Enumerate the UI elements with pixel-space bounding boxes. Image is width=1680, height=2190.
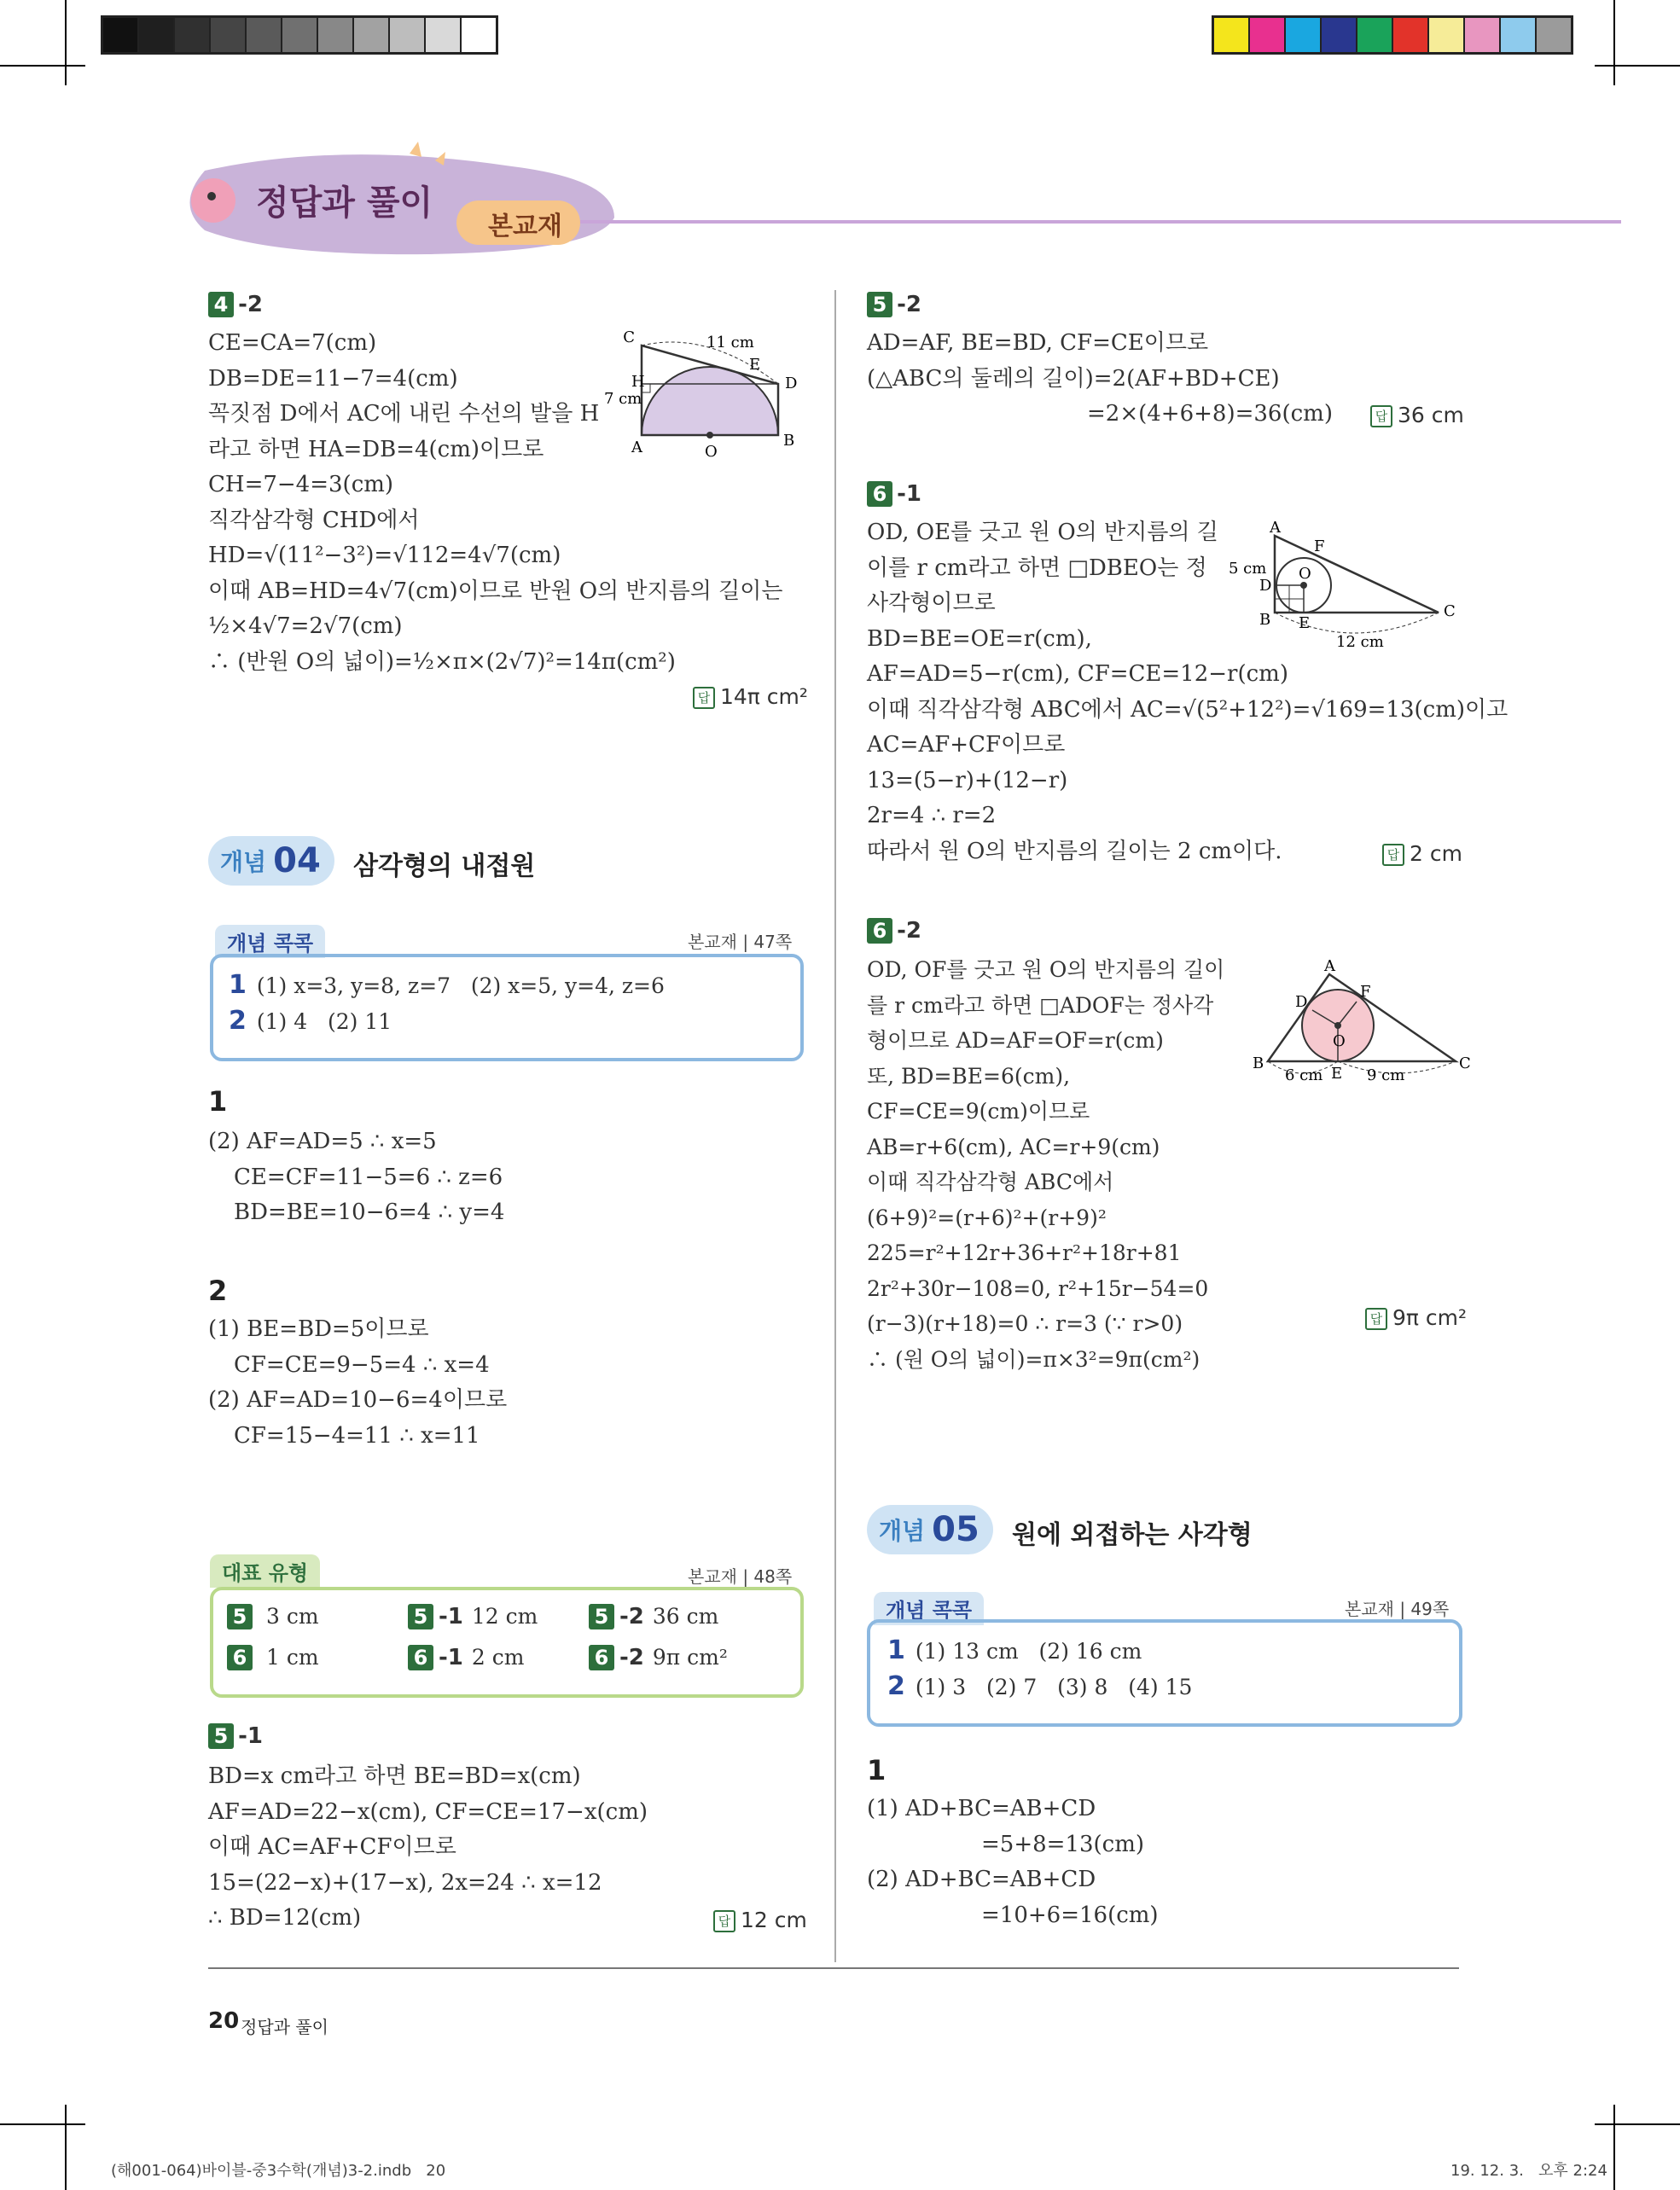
answer-value: 9π cm² <box>652 1645 728 1670</box>
concept-check-row <box>229 967 665 1003</box>
grayscale-color-bar <box>101 15 498 55</box>
section-5-2-body <box>867 326 1333 433</box>
concept-check-row <box>229 1003 665 1039</box>
text-line: CF=CE=9−5=4 ∴ x=4 <box>234 1351 490 1378</box>
problem-subnumber: -1 <box>439 1604 463 1629</box>
problem-number-tag: 5 <box>589 1604 614 1629</box>
answer-mark-icon: 답 <box>1365 1308 1387 1330</box>
text-line: AC=AF+CF이므로 <box>867 732 1066 758</box>
representative-answer-cell <box>589 1645 728 1670</box>
concept-badge-number: 04 <box>273 841 321 880</box>
color-swatch <box>390 18 426 52</box>
concept-check-row <box>887 1633 1192 1669</box>
problem-2-body <box>208 1312 507 1454</box>
text-line: (r−3)(r+18)=0 ∴ r=3 (∵ r>0) <box>867 1311 1183 1336</box>
text-line: (2) AF=AD=5 ∴ x=5 <box>208 1129 437 1154</box>
crop-mark <box>1595 65 1680 67</box>
text-line: =2×(4+6+8)=36(cm) <box>1087 401 1333 427</box>
crop-mark <box>65 2105 67 2190</box>
text-line: 이때 직각삼각형 ABC에서 AC=√(5²+12²)=√169=13(cm)이고 <box>867 696 1509 723</box>
text-line: CF=CE=9(cm)이므로 <box>867 1099 1090 1124</box>
representative-answer-cell <box>408 1604 538 1629</box>
text-line: HD=√(11²−3²)=√112=4√7(cm) <box>208 543 561 568</box>
color-swatch <box>1465 18 1501 52</box>
problem-subnumber: -1 <box>897 481 921 507</box>
header-badge: 본교재 <box>488 212 562 241</box>
color-swatch <box>354 18 390 52</box>
fig-label-a: A <box>631 439 642 456</box>
answer-mark-icon: 답 <box>693 687 715 709</box>
fig-label-o: O <box>705 443 718 461</box>
answer-value: 12 cm <box>471 1604 538 1629</box>
problem-number-tag: 5 <box>867 292 892 317</box>
section-5-1-body <box>208 1759 648 1937</box>
representative-type-label: 대표 유형 <box>210 1554 320 1588</box>
crop-mark <box>0 65 85 67</box>
color-swatch <box>103 18 139 52</box>
crop-mark <box>1613 2105 1615 2190</box>
text-line: (△ABC의 둘레의 길이)=2(AF+BD+CE) <box>867 365 1280 392</box>
section-5-1-title <box>208 1723 263 1749</box>
text-line: CH=7−4=3(cm) <box>208 472 394 497</box>
problem-1-number: 1 <box>867 1754 887 1786</box>
text-line: 를 r cm라고 하면 □ADOF는 정사각 <box>867 992 1214 1018</box>
concept-badge-label: 개념 <box>879 1517 926 1545</box>
representative-answer-cell <box>589 1604 718 1629</box>
fig-label-b: B <box>1253 1054 1264 1072</box>
text-line: AF=AD=5−r(cm), CF=CE=12−r(cm) <box>867 661 1288 687</box>
concept-check-label: 개념 콕콕 <box>874 1592 984 1625</box>
figure-semicircle-trapezoid <box>597 328 819 465</box>
fig-label-d: D <box>1295 993 1308 1011</box>
color-swatch <box>175 18 211 52</box>
column-divider <box>834 290 836 1962</box>
text-line: (1) BE=BD=5이므로 <box>208 1316 429 1342</box>
figure-incircle-right-triangle-2 <box>1251 957 1473 1094</box>
text-line: (6+9)²=(r+6)²+(r+9)² <box>867 1205 1107 1230</box>
representative-answer-cell <box>408 1645 524 1670</box>
text-line: CF=15−4=11 ∴ x=11 <box>234 1422 480 1449</box>
page-reference: 본교재 | 49쪽 <box>1345 1599 1450 1619</box>
text-line: OD, OF를 긋고 원 O의 반지름의 길이 <box>867 957 1225 982</box>
color-swatch <box>211 18 247 52</box>
color-swatch <box>139 18 175 52</box>
problem-number-tag: 4 <box>208 292 234 317</box>
color-swatch <box>247 18 282 52</box>
section-6-2-body <box>867 954 1224 1379</box>
problem-number-tag: 5 <box>227 1604 253 1629</box>
text-line: 이때 AC=AF+CF이므로 <box>208 1834 456 1860</box>
text-line: 꼭짓점 D에서 AC에 내린 수선의 발을 H <box>208 401 600 427</box>
problem-1-body <box>208 1124 504 1231</box>
answer-value: 3 cm <box>266 1604 319 1629</box>
color-swatch <box>1286 18 1322 52</box>
item-text: (1) 4 (2) 11 <box>256 1009 392 1034</box>
text-line: ½×4√7=2√7(cm) <box>208 613 403 639</box>
concept-check-answers <box>229 967 665 1039</box>
concept-05-badge <box>867 1505 993 1554</box>
item-text: (1) x=3, y=8, z=7 (2) x=5, y=4, z=6 <box>256 973 665 998</box>
problem-subnumber: -2 <box>619 1604 644 1629</box>
problem-subnumber: -1 <box>238 1723 263 1749</box>
figure-incircle-right-triangle <box>1225 517 1473 654</box>
fig-label-11cm: 11 cm <box>706 334 754 351</box>
text-line: ∴ (원 O의 넓이)=π×3²=9π(cm²) <box>867 1346 1200 1372</box>
fig-label-d: D <box>1259 577 1272 595</box>
text-line: 2r²+30r−108=0, r²+15r−54=0 <box>867 1275 1209 1301</box>
text-line: 15=(22−x)+(17−x), 2x=24 ∴ x=12 <box>208 1869 602 1896</box>
concept-05-title: 원에 외접하는 사각형 <box>1012 1520 1253 1550</box>
fig-label-h: H <box>631 373 645 391</box>
text-line: ∴ BD=12(cm) <box>208 1905 362 1931</box>
item-text: (1) 13 cm (2) 16 cm <box>915 1639 1142 1664</box>
item-number: 1 <box>887 1635 905 1665</box>
fig-label-o: O <box>1299 565 1311 583</box>
color-swatch <box>1357 18 1393 52</box>
item-text: (1) 3 (2) 7 (3) 8 (4) 15 <box>915 1675 1193 1699</box>
problem-subnumber: -2 <box>619 1645 644 1670</box>
print-file-info: (해001-064)바이블-중3수학(개념)3-2.indb 20 <box>111 2162 446 2180</box>
fig-label-e: E <box>1331 1065 1343 1083</box>
fig-label-e: E <box>749 356 761 374</box>
page-reference: 본교재 | 48쪽 <box>688 1566 793 1587</box>
answer-mark-icon: 답 <box>1370 405 1392 427</box>
text-line: 225=r²+12r+36+r²+18r+81 <box>867 1240 1182 1265</box>
text-line: (2) AD+BC=AB+CD <box>867 1867 1096 1892</box>
page-reference: 본교재 | 47쪽 <box>688 932 793 952</box>
text-line: 이를 r cm라고 하면 □DBEO는 정 <box>867 555 1207 581</box>
answer-6-1 <box>1382 841 1462 866</box>
crop-mark <box>65 0 67 85</box>
answer-6-2 <box>1365 1305 1467 1330</box>
concept-04-title: 삼각형의 내접원 <box>353 851 536 881</box>
answer-mark-icon: 답 <box>713 1910 735 1932</box>
text-line: BD=x cm라고 하면 BE=BD=x(cm) <box>208 1763 581 1789</box>
crop-mark <box>0 2123 85 2125</box>
section-4-2-title <box>208 292 263 317</box>
fig-label-e: E <box>1299 614 1311 632</box>
text-line: DB=DE=11−7=4(cm) <box>208 365 458 392</box>
problem-1-number: 1 <box>208 1085 228 1118</box>
text-line: (1) AD+BC=AB+CD <box>867 1796 1096 1821</box>
text-line: 또, BD=BE=6(cm), <box>867 1063 1071 1089</box>
text-line: BD=BE=10−6=4 ∴ y=4 <box>234 1200 505 1225</box>
fig-label-b: B <box>1259 611 1271 629</box>
page-number: 20 <box>208 2008 240 2034</box>
text-line: 13=(5−r)+(12−r) <box>867 767 1068 793</box>
representative-answer-cell <box>227 1645 319 1670</box>
color-swatch <box>1322 18 1357 52</box>
fig-label-c: C <box>1444 602 1456 620</box>
answer-5-1 <box>713 1908 807 1932</box>
color-swatch <box>1214 18 1250 52</box>
item-number: 2 <box>229 1006 247 1036</box>
fig-label-6cm: 6 cm <box>1285 1066 1323 1084</box>
problem-number-tag: 5 <box>408 1604 433 1629</box>
problem-number-tag: 6 <box>589 1645 614 1670</box>
concept-04-badge <box>208 836 334 886</box>
answer-value: 1 cm <box>266 1645 319 1670</box>
fig-label-o: O <box>1333 1032 1346 1050</box>
color-swatch <box>1537 18 1571 52</box>
problem-number-tag: 6 <box>227 1645 253 1670</box>
concept-check-label: 개념 콕콕 <box>215 925 325 958</box>
answer-text: 2 cm <box>1410 841 1462 866</box>
fig-label-c: C <box>623 328 635 346</box>
section-6-2-title <box>867 918 921 944</box>
representative-type-answers <box>227 1604 790 1681</box>
concept-check-answers <box>887 1633 1192 1705</box>
problem-subnumber: -1 <box>439 1645 463 1670</box>
text-line: CE=CF=11−5=6 ∴ z=6 <box>234 1164 503 1190</box>
concept-badge-number: 05 <box>932 1510 980 1549</box>
text-line: 이때 AB=HD=4√7(cm)이므로 반원 O의 반지름의 길이는 <box>208 578 783 604</box>
answer-4-2 <box>693 684 808 709</box>
text-line: AF=AD=22−x(cm), CF=CE=17−x(cm) <box>208 1798 648 1825</box>
answer-value: 2 cm <box>471 1645 525 1670</box>
problem-number-tag: 6 <box>867 481 892 507</box>
footer-label: 정답과 풀이 <box>241 2017 328 2037</box>
color-swatch <box>462 18 496 52</box>
answer-text: 9π cm² <box>1392 1305 1468 1330</box>
text-line: OD, OE를 긋고 원 O의 반지름의 길 <box>867 520 1218 545</box>
color-swatch <box>318 18 354 52</box>
fig-label-f: F <box>1360 983 1371 1001</box>
cmyk-color-bar <box>1212 15 1573 55</box>
text-line: =10+6=16(cm) <box>981 1902 1159 1928</box>
fig-label-c: C <box>1459 1054 1471 1072</box>
text-line: (2) AF=AD=10−6=4이므로 <box>208 1387 508 1413</box>
problem-subnumber: -2 <box>897 292 921 317</box>
text-line: 따라서 원 O의 반지름의 길이는 2 cm이다. <box>867 838 1282 864</box>
problem-subnumber: -2 <box>238 292 263 317</box>
text-line: 이때 직각삼각형 ABC에서 <box>867 1170 1114 1194</box>
problem-subnumber: -2 <box>897 918 921 944</box>
crop-mark <box>1595 2123 1680 2125</box>
text-line: AD=AF, BE=BD, CF=CE이므로 <box>867 330 1209 356</box>
section-6-1-title <box>867 481 921 507</box>
text-line: ∴ (반원 O의 넓이)=½×π×(2√7)²=14π(cm²) <box>208 648 676 675</box>
fig-label-a: A <box>1270 519 1281 537</box>
text-line: 사각형이므로 <box>867 590 996 616</box>
text-line: 2r=4 ∴ r=2 <box>867 803 997 828</box>
fig-label-5cm: 5 cm <box>1229 560 1267 578</box>
text-line: AB=r+6(cm), AC=r+9(cm) <box>867 1134 1160 1159</box>
fig-label-a: A <box>1324 957 1335 975</box>
fig-label-f: F <box>1314 537 1325 555</box>
print-date: 19. 12. 3. 오후 2:24 <box>1450 2162 1607 2180</box>
answer-mark-icon: 답 <box>1382 844 1404 866</box>
text-line: 직각삼각형 CHD에서 <box>208 507 420 533</box>
color-swatch <box>426 18 462 52</box>
fig-label-9cm: 9 cm <box>1367 1066 1405 1084</box>
answer-text: 12 cm <box>741 1908 807 1932</box>
color-swatch <box>282 18 318 52</box>
problem-number-tag: 6 <box>867 918 892 944</box>
concept-check-row <box>887 1669 1192 1705</box>
fig-label-d: D <box>785 375 798 392</box>
problem-1-body <box>867 1792 1159 1933</box>
text-line: =5+8=13(cm) <box>981 1831 1145 1857</box>
problem-number-tag: 6 <box>408 1645 433 1670</box>
answer-value: 36 cm <box>652 1604 719 1629</box>
fig-label-12cm: 12 cm <box>1336 633 1384 651</box>
problem-number-tag: 5 <box>208 1723 234 1749</box>
item-number: 2 <box>887 1671 905 1701</box>
text-line: BD=BE=OE=r(cm), <box>867 625 1092 652</box>
color-swatch <box>1393 18 1429 52</box>
answer-text: 14π cm² <box>720 684 808 709</box>
representative-answer-cell <box>227 1604 319 1629</box>
color-swatch <box>1250 18 1286 52</box>
text-line: 형이므로 AD=AF=OF=r(cm) <box>867 1028 1164 1053</box>
crop-mark <box>1613 0 1615 85</box>
color-swatch <box>1429 18 1465 52</box>
text-line: 라고 하면 HA=DB=4(cm)이므로 <box>208 436 544 462</box>
fig-label-7cm: 7 cm <box>604 390 642 408</box>
color-swatch <box>1501 18 1537 52</box>
fig-label-b: B <box>783 432 795 450</box>
answer-5-2 <box>1370 403 1464 427</box>
footer-rule <box>208 1967 1459 1969</box>
text-line: CE=CA=7(cm) <box>208 330 377 356</box>
header-title: 정답과 풀이 <box>256 183 433 223</box>
concept-badge-label: 개념 <box>220 848 267 876</box>
section-5-2-title <box>867 292 921 317</box>
answer-text: 36 cm <box>1398 403 1464 427</box>
item-number: 1 <box>229 970 247 1000</box>
problem-2-number: 2 <box>208 1275 228 1307</box>
